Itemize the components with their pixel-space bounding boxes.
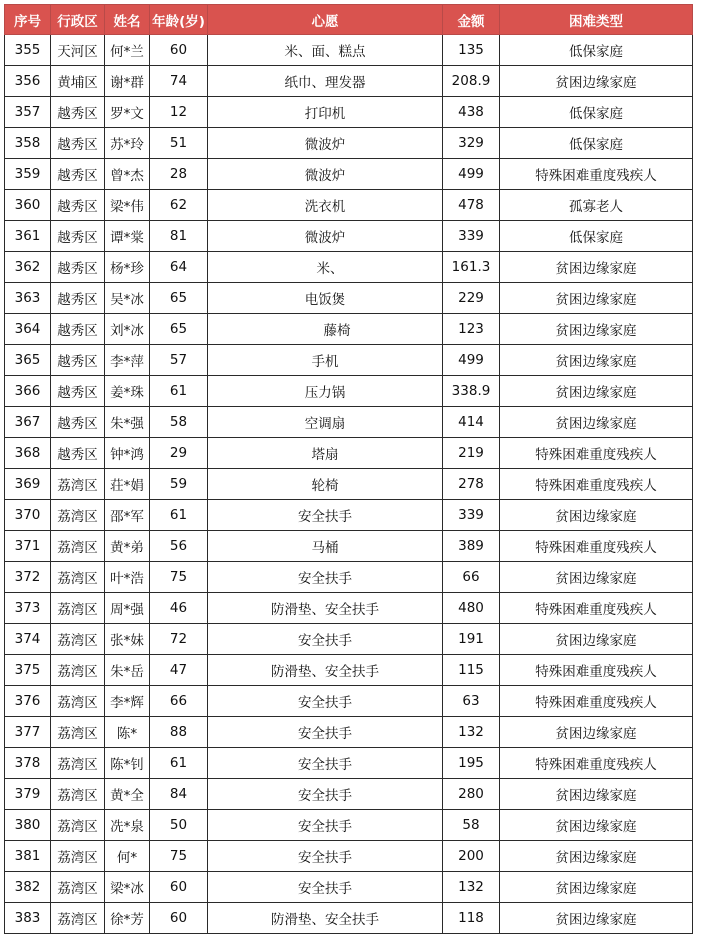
cell-index: 382 (5, 872, 51, 903)
cell-wish: 安全扶手 (208, 500, 443, 531)
table-row (5, 748, 693, 779)
cell-name: 李*辉 (105, 686, 150, 717)
cell-district: 荔湾区 (51, 748, 105, 779)
cell-index: 357 (5, 97, 51, 128)
cell-name: 杨*珍 (105, 252, 150, 283)
cell-wish: 安全扶手 (208, 717, 443, 748)
cell-wish: 防滑垫、安全扶手 (208, 655, 443, 686)
cell-age: 28 (150, 159, 208, 190)
cell-name: 叶*浩 (105, 562, 150, 593)
cell-wish: 安全扶手 (208, 779, 443, 810)
cell-hardship-type: 贫困边缘家庭 (500, 872, 693, 903)
table-row (5, 717, 693, 748)
cell-name: 谭*棠 (105, 221, 150, 252)
cell-hardship-type: 特殊困难重度残疾人 (500, 686, 693, 717)
table-row (5, 562, 693, 593)
cell-wish: 安全扶手 (208, 686, 443, 717)
cell-district: 越秀区 (51, 376, 105, 407)
cell-name: 黄*弟 (105, 531, 150, 562)
cell-index: 362 (5, 252, 51, 283)
cell-amount: 58 (443, 810, 500, 841)
table-row (5, 903, 693, 934)
cell-name: 何* (105, 841, 150, 872)
cell-age: 61 (150, 500, 208, 531)
cell-index: 366 (5, 376, 51, 407)
cell-amount: 132 (443, 872, 500, 903)
cell-wish: 塔扇 (208, 438, 443, 469)
cell-district: 荔湾区 (51, 593, 105, 624)
cell-age: 66 (150, 686, 208, 717)
cell-amount: 339 (443, 221, 500, 252)
cell-name: 吴*冰 (105, 283, 150, 314)
cell-hardship-type: 贫困边缘家庭 (500, 903, 693, 934)
cell-hardship-type: 特殊困难重度残疾人 (500, 469, 693, 500)
cell-hardship-type: 贫困边缘家庭 (500, 500, 693, 531)
cell-age: 57 (150, 345, 208, 376)
cell-age: 65 (150, 283, 208, 314)
cell-age: 84 (150, 779, 208, 810)
cell-hardship-type: 低保家庭 (500, 221, 693, 252)
cell-name: 徐*芳 (105, 903, 150, 934)
table-row (5, 779, 693, 810)
cell-age: 58 (150, 407, 208, 438)
cell-age: 60 (150, 872, 208, 903)
cell-district: 越秀区 (51, 159, 105, 190)
cell-name: 朱*强 (105, 407, 150, 438)
cell-index: 356 (5, 66, 51, 97)
cell-age: 62 (150, 190, 208, 221)
cell-wish: 洗衣机 (208, 190, 443, 221)
cell-age: 12 (150, 97, 208, 128)
cell-index: 360 (5, 190, 51, 221)
cell-district: 荔湾区 (51, 872, 105, 903)
cell-index: 361 (5, 221, 51, 252)
table-row (5, 407, 693, 438)
cell-hardship-type: 贫困边缘家庭 (500, 810, 693, 841)
cell-amount: 195 (443, 748, 500, 779)
cell-wish: 空调扇 (208, 407, 443, 438)
cell-index: 380 (5, 810, 51, 841)
header-cell-wish: 心愿 (208, 5, 443, 35)
cell-hardship-type: 贫困边缘家庭 (500, 841, 693, 872)
cell-amount: 389 (443, 531, 500, 562)
cell-amount: 161.3 (443, 252, 500, 283)
table-row (5, 35, 693, 66)
table-row (5, 190, 693, 221)
header-cell-name: 姓名 (105, 5, 150, 35)
table-row (5, 97, 693, 128)
cell-name: 罗*文 (105, 97, 150, 128)
spreadsheet-sheet (4, 4, 693, 934)
cell-index: 368 (5, 438, 51, 469)
table-row (5, 252, 693, 283)
cell-age: 65 (150, 314, 208, 345)
cell-amount: 499 (443, 159, 500, 190)
cell-hardship-type: 特殊困难重度残疾人 (500, 438, 693, 469)
cell-name: 钟*鸿 (105, 438, 150, 469)
cell-district: 越秀区 (51, 345, 105, 376)
cell-age: 81 (150, 221, 208, 252)
table-row (5, 841, 693, 872)
cell-age: 64 (150, 252, 208, 283)
table-row (5, 376, 693, 407)
cell-name: 邵*军 (105, 500, 150, 531)
cell-hardship-type: 低保家庭 (500, 97, 693, 128)
table-row (5, 686, 693, 717)
cell-amount: 280 (443, 779, 500, 810)
cell-name: 张*妹 (105, 624, 150, 655)
cell-wish: 微波炉 (208, 128, 443, 159)
cell-amount: 499 (443, 345, 500, 376)
cell-age: 51 (150, 128, 208, 159)
cell-wish: 防滑垫、安全扶手 (208, 903, 443, 934)
cell-index: 358 (5, 128, 51, 159)
cell-wish: 打印机 (208, 97, 443, 128)
cell-wish: 安全扶手 (208, 841, 443, 872)
cell-amount: 118 (443, 903, 500, 934)
cell-district: 荔湾区 (51, 717, 105, 748)
table-row (5, 531, 693, 562)
cell-district: 越秀区 (51, 314, 105, 345)
wish-list-table (4, 4, 693, 934)
cell-amount: 229 (443, 283, 500, 314)
cell-hardship-type: 贫困边缘家庭 (500, 376, 693, 407)
cell-wish: 安全扶手 (208, 872, 443, 903)
cell-amount: 132 (443, 717, 500, 748)
cell-index: 371 (5, 531, 51, 562)
cell-wish: 米、面、糕点 (208, 35, 443, 66)
cell-index: 375 (5, 655, 51, 686)
cell-name: 朱*岳 (105, 655, 150, 686)
cell-district: 荔湾区 (51, 655, 105, 686)
cell-amount: 480 (443, 593, 500, 624)
cell-district: 越秀区 (51, 190, 105, 221)
cell-index: 359 (5, 159, 51, 190)
cell-index: 376 (5, 686, 51, 717)
cell-amount: 339 (443, 500, 500, 531)
cell-wish: 安全扶手 (208, 624, 443, 655)
cell-wish: 马桶 (208, 531, 443, 562)
cell-amount: 338.9 (443, 376, 500, 407)
cell-amount: 414 (443, 407, 500, 438)
cell-index: 377 (5, 717, 51, 748)
cell-name: 苏*玲 (105, 128, 150, 159)
cell-age: 29 (150, 438, 208, 469)
table-row (5, 128, 693, 159)
cell-wish: 安全扶手 (208, 562, 443, 593)
cell-hardship-type: 低保家庭 (500, 35, 693, 66)
cell-district: 荔湾区 (51, 562, 105, 593)
cell-wish: 微波炉 (208, 221, 443, 252)
cell-wish: 微波炉 (208, 159, 443, 190)
cell-name: 姜*珠 (105, 376, 150, 407)
cell-hardship-type: 低保家庭 (500, 128, 693, 159)
header-cell-age: 年龄(岁) (150, 5, 208, 35)
cell-index: 367 (5, 407, 51, 438)
cell-district: 越秀区 (51, 128, 105, 159)
cell-name: 谢*群 (105, 66, 150, 97)
cell-amount: 438 (443, 97, 500, 128)
cell-district: 天河区 (51, 35, 105, 66)
cell-age: 59 (150, 469, 208, 500)
cell-name: 李*萍 (105, 345, 150, 376)
cell-hardship-type: 贫困边缘家庭 (500, 717, 693, 748)
cell-age: 60 (150, 35, 208, 66)
cell-hardship-type: 特殊困难重度残疾人 (500, 593, 693, 624)
cell-district: 黄埔区 (51, 66, 105, 97)
cell-district: 荔湾区 (51, 500, 105, 531)
cell-name: 冼*泉 (105, 810, 150, 841)
cell-name: 荘*娟 (105, 469, 150, 500)
cell-hardship-type: 贫困边缘家庭 (500, 314, 693, 345)
cell-age: 61 (150, 748, 208, 779)
cell-name: 刘*冰 (105, 314, 150, 345)
cell-wish: 安全扶手 (208, 748, 443, 779)
table-row (5, 345, 693, 376)
cell-hardship-type: 特殊困难重度残疾人 (500, 655, 693, 686)
cell-district: 荔湾区 (51, 810, 105, 841)
cell-amount: 135 (443, 35, 500, 66)
table-row (5, 314, 693, 345)
cell-age: 75 (150, 841, 208, 872)
cell-district: 荔湾区 (51, 903, 105, 934)
header-cell-index: 序号 (5, 5, 51, 35)
cell-district: 荔湾区 (51, 779, 105, 810)
cell-age: 61 (150, 376, 208, 407)
cell-district: 荔湾区 (51, 469, 105, 500)
cell-index: 365 (5, 345, 51, 376)
cell-amount: 219 (443, 438, 500, 469)
cell-wish: 防滑垫、安全扶手 (208, 593, 443, 624)
cell-index: 355 (5, 35, 51, 66)
cell-age: 56 (150, 531, 208, 562)
cell-hardship-type: 贫困边缘家庭 (500, 283, 693, 314)
cell-amount: 478 (443, 190, 500, 221)
cell-index: 373 (5, 593, 51, 624)
cell-name: 何*兰 (105, 35, 150, 66)
cell-name: 陈*钊 (105, 748, 150, 779)
cell-district: 越秀区 (51, 407, 105, 438)
header-cell-district: 行政区 (51, 5, 105, 35)
cell-district: 越秀区 (51, 438, 105, 469)
cell-name: 梁*伟 (105, 190, 150, 221)
cell-index: 370 (5, 500, 51, 531)
cell-name: 梁*冰 (105, 872, 150, 903)
table-row (5, 283, 693, 314)
cell-amount: 115 (443, 655, 500, 686)
cell-index: 381 (5, 841, 51, 872)
cell-age: 60 (150, 903, 208, 934)
cell-wish: 手机 (208, 345, 443, 376)
cell-hardship-type: 贫困边缘家庭 (500, 345, 693, 376)
cell-index: 364 (5, 314, 51, 345)
cell-index: 363 (5, 283, 51, 314)
table-row (5, 624, 693, 655)
cell-age: 50 (150, 810, 208, 841)
cell-amount: 63 (443, 686, 500, 717)
table-row (5, 159, 693, 190)
cell-district: 越秀区 (51, 252, 105, 283)
header-cell-amount: 金额 (443, 5, 500, 35)
cell-wish: 压力锅 (208, 376, 443, 407)
cell-wish: 轮椅 (208, 469, 443, 500)
cell-hardship-type: 贫困边缘家庭 (500, 66, 693, 97)
cell-index: 369 (5, 469, 51, 500)
cell-amount: 329 (443, 128, 500, 159)
cell-amount: 123 (443, 314, 500, 345)
cell-name: 陈* (105, 717, 150, 748)
cell-name: 黄*全 (105, 779, 150, 810)
cell-district: 荔湾区 (51, 624, 105, 655)
cell-name: 周*强 (105, 593, 150, 624)
cell-wish: 安全扶手 (208, 810, 443, 841)
cell-district: 荔湾区 (51, 531, 105, 562)
table-row (5, 469, 693, 500)
cell-age: 74 (150, 66, 208, 97)
table-row (5, 500, 693, 531)
cell-hardship-type: 孤寡老人 (500, 190, 693, 221)
cell-age: 75 (150, 562, 208, 593)
cell-hardship-type: 特殊困难重度残疾人 (500, 159, 693, 190)
cell-age: 88 (150, 717, 208, 748)
cell-index: 372 (5, 562, 51, 593)
cell-hardship-type: 贫困边缘家庭 (500, 624, 693, 655)
cell-index: 374 (5, 624, 51, 655)
cell-amount: 191 (443, 624, 500, 655)
table-row (5, 872, 693, 903)
cell-index: 378 (5, 748, 51, 779)
table-row (5, 655, 693, 686)
cell-hardship-type: 贫困边缘家庭 (500, 407, 693, 438)
cell-age: 47 (150, 655, 208, 686)
cell-amount: 208.9 (443, 66, 500, 97)
cell-hardship-type: 特殊困难重度残疾人 (500, 531, 693, 562)
cell-age: 46 (150, 593, 208, 624)
cell-amount: 278 (443, 469, 500, 500)
cell-amount: 200 (443, 841, 500, 872)
cell-district: 越秀区 (51, 97, 105, 128)
cell-wish: 纸巾、理发器 (208, 66, 443, 97)
cell-amount: 66 (443, 562, 500, 593)
cell-name: 曾*杰 (105, 159, 150, 190)
cell-hardship-type: 特殊困难重度残疾人 (500, 748, 693, 779)
table-row (5, 66, 693, 97)
cell-wish: 藤椅 (208, 314, 443, 345)
header-cell-hardship-type: 困难类型 (500, 5, 693, 35)
cell-wish: 电饭煲 (208, 283, 443, 314)
cell-district: 越秀区 (51, 283, 105, 314)
header-row (5, 5, 693, 35)
table-row (5, 438, 693, 469)
table-row (5, 221, 693, 252)
cell-index: 379 (5, 779, 51, 810)
cell-index: 383 (5, 903, 51, 934)
cell-wish: 米、 (208, 252, 443, 283)
cell-district: 荔湾区 (51, 841, 105, 872)
table-row (5, 593, 693, 624)
table-row (5, 810, 693, 841)
cell-district: 荔湾区 (51, 686, 105, 717)
cell-hardship-type: 贫困边缘家庭 (500, 252, 693, 283)
cell-age: 72 (150, 624, 208, 655)
cell-hardship-type: 贫困边缘家庭 (500, 562, 693, 593)
cell-district: 越秀区 (51, 221, 105, 252)
cell-hardship-type: 贫困边缘家庭 (500, 779, 693, 810)
